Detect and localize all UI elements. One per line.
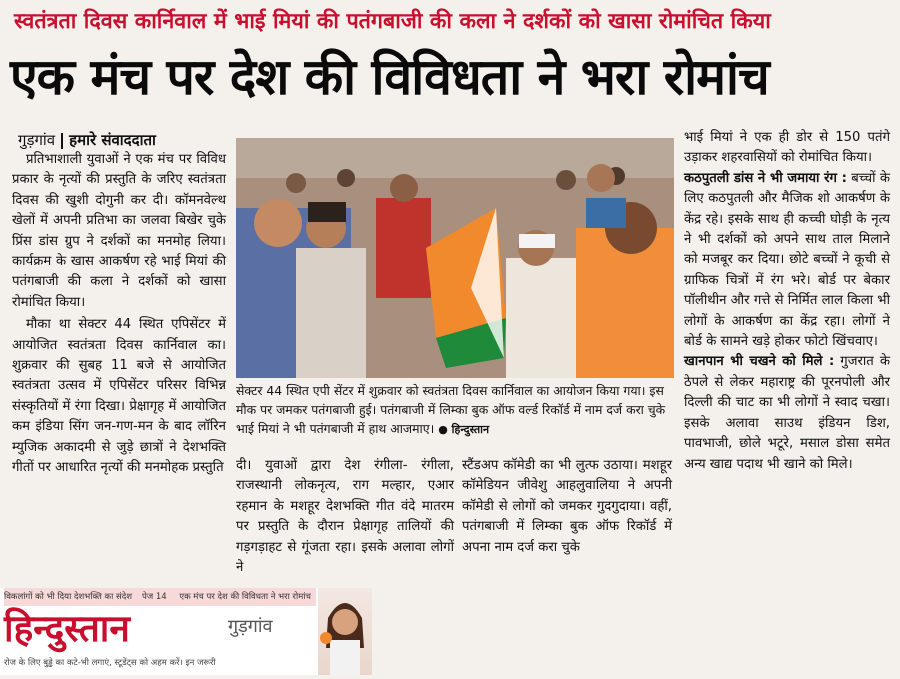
photo-credit: ● हिन्दुस्तान — [438, 423, 490, 436]
column-2-text: दी। युवाओं द्वारा देश रंगीला- रंगीला, राजस्थानी लोकनृत्य, राग मल्हार, एआर रहमान के मशहूर देशभक्ति गीत वंदे मातरम पर प्रस्तुति के दौरान प्रेक्षागृह तालियों की गड़गड़ाहट से गूंजता रहा। इसके अलावा लोगों ने — [236, 458, 454, 576]
article-column-4 — [684, 128, 890, 475]
model-figure-icon — [318, 588, 372, 675]
newspaper-masthead — [0, 588, 372, 675]
masthead-logo: हिन्दुस्तान — [4, 606, 130, 650]
event-photo — [236, 138, 674, 378]
byline — [18, 130, 156, 150]
masthead-city: गुड़गांव — [228, 616, 273, 637]
food-text: गुजरात के ठेपले से लेकर महाराष्ट्र की पूरनपोली और दिल्ली की चाट का भी लोगों ने स्वाद चखा। इसके अलावा साउथ इंडियन डिश, पावभाजी, छोले भटूरे, मसाल डोसा समेत अन्य खाद्य पदाथ भी खाने को मिले। — [684, 354, 890, 472]
column-3-text: स्टैंडअप कॉमेडी का भी लुत्फ उठाया। मशहूर कॉमेडियन जीवेशु आहलुवालिया ने अपनी कॉमेडी से लोगों को जमकर गुदगुदाया। वहीं, पतंगबाजी में लिम्का बुक ऑफ रिकॉर्ड में अपना नाम दर्ज करा चुके — [462, 458, 672, 555]
teaser-1-page: पेज 14 — [142, 592, 167, 602]
photo-caption — [236, 381, 674, 439]
subheading-puppet-dance: कठपुतली डांस ने भी जमाया रंग : — [684, 170, 847, 186]
main-headline: एक मंच पर देश की विविधता ने भरा रोमांच — [10, 48, 769, 106]
article-column-2 — [236, 456, 454, 578]
caption-text: सेक्टर 44 स्थित एपी सेंटर में शुक्रवार को स्वतंत्रता दिवस कार्निवाल का आयोजन किया गया। इस मौक पर जमकर पतंगबाजी हुई। पतंगबाजी में लिम्का बुक ऑफ वर्ल्ड रिकॉर्ड में नाम दर्ज करा चुके भाई मियां ने भी पतंगबाजी में हाथ आजमाए। — [236, 383, 666, 436]
article-column-3 — [462, 456, 672, 558]
advertisement-model-image — [318, 588, 372, 675]
subheading-food: खानपान भी चखने को मिले : — [684, 354, 835, 370]
column-4-intro: भाई मियां ने एक ही डोर से 150 पतंगे उड़ाकर शहरवासियों को रोमांचित किया। — [684, 130, 890, 166]
article-column-1 — [12, 150, 226, 481]
paragraph-2: मौका था सेक्टर 44 स्थित एपिसेंटर में आयोजित स्वतंत्रता दिवस कार्निवाल का। शुक्रवार की सुबह 11 बजे से आयोजित स्वतंत्रता उत्सव में एपिसेंटर परिसर विभिन्न संस्कृतियों में रंगा दिखा। प्रेक्षागृह में आयोजित कम इंडिया सिंग जन-गण-मन के बाद लॉरिन म्युजिक अकादमी से जुड़े छात्रों ने देशभक्ति गीतों पर आधारित नृत्यों की मनमोहक प्रस्तुति — [12, 317, 226, 476]
crowd-kite-photo — [236, 138, 674, 378]
dateline-city: गुड़गांव — [18, 131, 56, 149]
puppet-dance-text: बच्चों के लिए कठपुतली और मैजिक शो आकर्षण के केंद्र रहे। इसके साथ ही कच्ची घोड़ी के नृत्य ने भी दर्शकों को अपने साथ ताल मिलाने को मजबूर कर दिया। छोटे बच्चों ने कूची से ग्राफिक चित्रों में रंग भरे। बोर्ड पर बेकार पॉलीथीन और गत्ते से निर्मित लाल किला भी लोगों के आकर्षण का केंद्र रहा। लोगों ने बोर्ड के सामने खड़े होकर फोटो खिंचवाए। — [684, 170, 890, 350]
paragraph-1: प्रतिभाशाली युवाओं ने एक मंच पर विविध प्रकार के नृत्यों की प्रस्तुति के जरिए स्वतंत्रता दिवस की खुशी दोगुनी कर दी। कॉमनवेल्थ खेलों में अपनी प्रतिभा का जलवा बिखेर चुके प्रिंस डांस ग्रुप ने दर्शकों का मनमोह लिया। कार्यक्रम के खास आकर्षण रहे भाई मियां की पतंगबाजी की कला ने दर्शकों को खासा रोमांचित किया। — [12, 152, 226, 310]
teaser-strip — [4, 588, 316, 606]
masthead-footer: रोज के लिए बुड्ढे का कटे-भी लगाएं, स्टूडेंट्स को अहम करें। इन जरूरी — [4, 658, 216, 668]
kicker-headline: स्वतंत्रता दिवस कार्निवाल में भाई मियां की पतंगबाजी की कला ने दर्शकों को खासा रोमांचित किया — [14, 9, 771, 34]
teaser-1: विकलांगों को भी दिया देशभक्ति का संदेश — [4, 592, 133, 602]
teaser-2: एक मंच पर देश की विविधता ने भरा रोमांच — [179, 592, 311, 602]
byline-separator — [61, 133, 63, 149]
reporter-name: हमारे संवाददाता — [69, 131, 156, 149]
